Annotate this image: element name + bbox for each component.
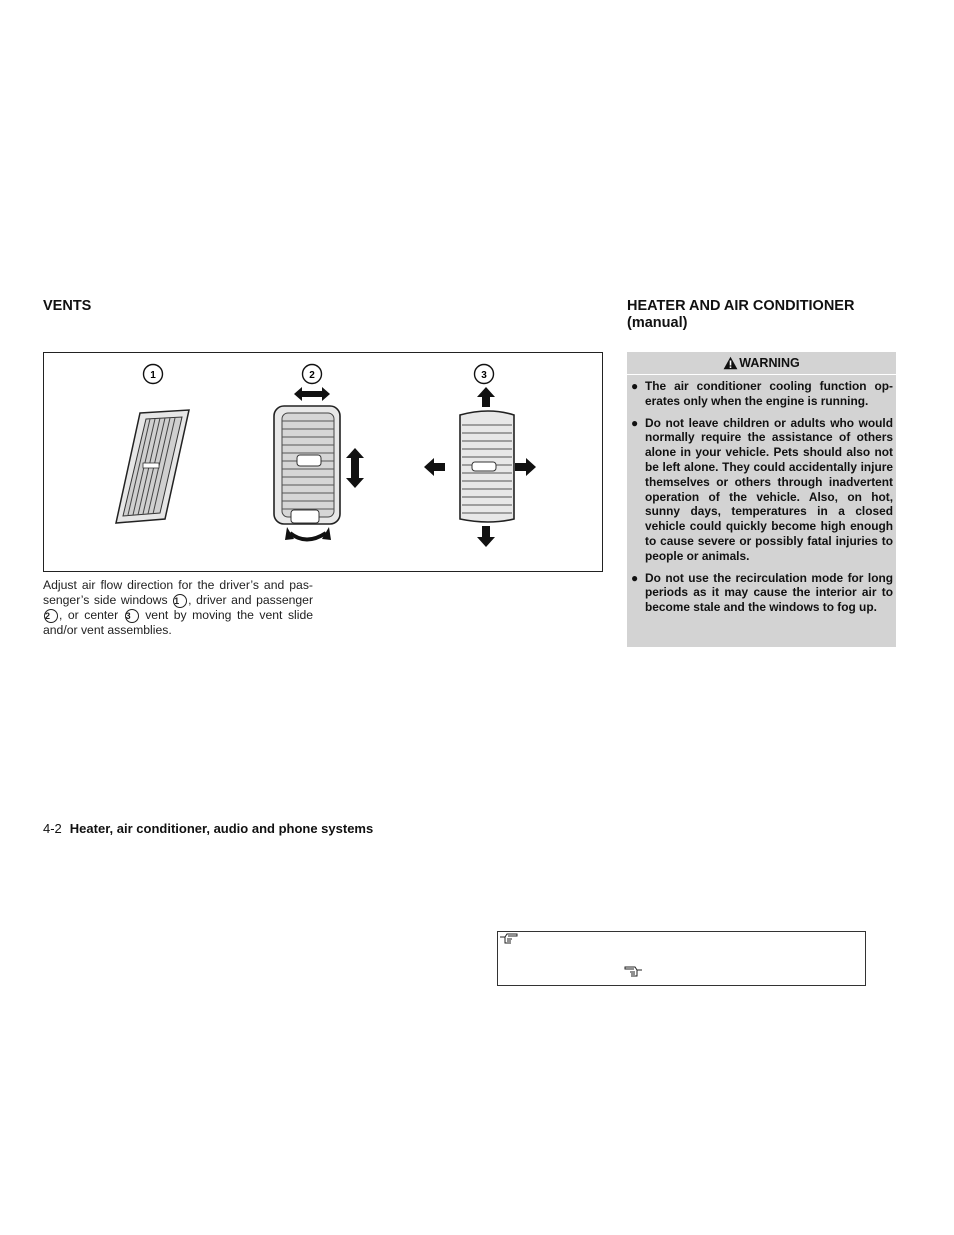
circle-number-2: 2 [44,609,58,623]
svg-text:2: 2 [309,370,315,381]
warning-item-text: The air conditioner cooling function op-erates only when the engine is running. [645,379,893,408]
pointing-hand-icon [499,933,519,945]
vents-heading: VENTS [43,298,92,314]
note-box [497,931,866,986]
driver-passenger-vent-illustration [274,387,364,540]
caption-text-2: , driver and passenger [188,593,314,607]
caption-text-3: , or center [59,608,119,622]
page-number: 4-2 [43,821,62,836]
circle-number-3: 3 [125,609,139,623]
warning-item [631,571,893,615]
bullet-icon: ● [631,415,639,430]
warning-list [627,375,896,615]
warning-item [631,379,893,409]
pointing-hand-icon [623,966,643,978]
page-footer [43,821,373,837]
warning-title-text: WARNING [739,356,800,370]
bullet-icon: ● [631,570,639,585]
warning-box [627,352,896,647]
caption-text-1: Adjust air flow direction for the driver’s and pas-senger’s side windows [43,578,313,607]
vents-caption [43,578,313,638]
side-window-vent-illustration [116,410,189,523]
heater-ac-heading-line1: HEATER AND AIR CONDITIONER [627,298,855,314]
vents-figure [43,352,603,572]
svg-text:3: 3 [481,370,487,381]
bullet-icon: ● [631,379,639,393]
heater-ac-heading-line2: (manual) [627,315,688,331]
figure-label-1 [144,365,163,384]
warning-triangle-icon [723,356,738,370]
svg-text:1: 1 [150,370,156,381]
figure-label-2 [303,365,322,384]
center-vent-illustration [424,387,536,547]
warning-item-text: Do not leave children or adults who would normally require the assistance of others alone in your vehicle. Pets should also not be left alone. They could accidentally injure themselves or others through inadvertent operation of the vehicle. Also, on hot, sunny days, temperatures in a closed vehicle could quickly become high enough to cause severe or possibly fatal injuries to people or animals. [645,415,893,563]
circle-number-1: 1 [173,594,187,608]
warning-item-text: Do not use the recirculation mode for long periods as it may cause the interior air to become stale and the windows to fog up. [645,570,893,615]
caption-text-4: vent by moving the vent slide and/or vent assemblies. [43,608,314,637]
section-title: Heater, air conditioner, audio and phone systems [69,821,374,836]
heater-ac-heading [627,298,897,332]
warning-title [627,352,896,375]
warning-item [631,416,893,564]
figure-label-3 [475,365,494,384]
